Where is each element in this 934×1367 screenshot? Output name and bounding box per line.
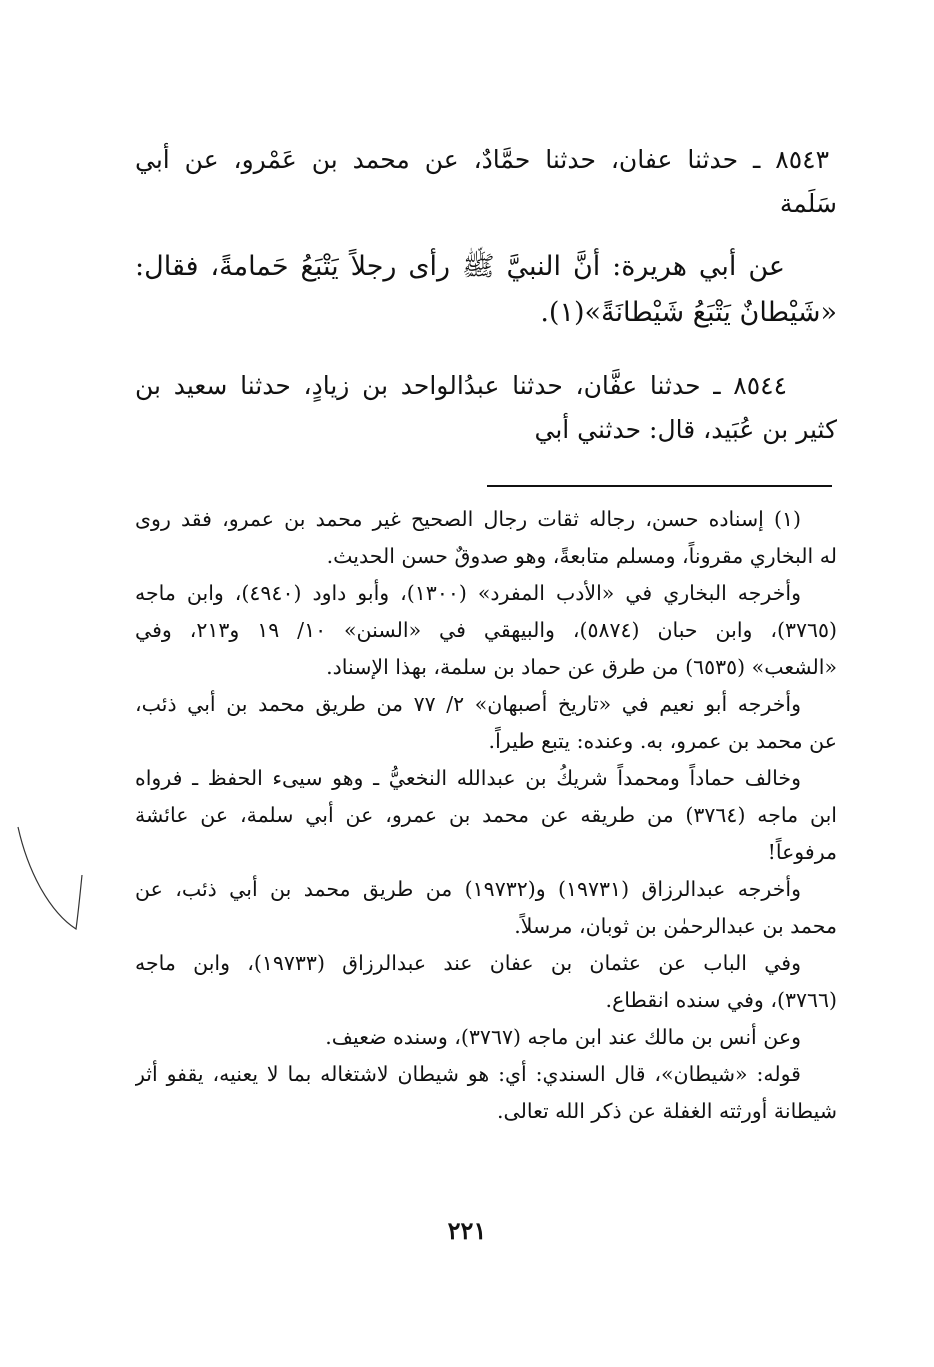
footnote-line: وعن أنس بن مالك عند ابن ماجه (٣٧٦٧)، وسنده ضعيف.: [325, 1025, 801, 1049]
footnote-line: (٣٧٦٥)، وابن حبان (٥٨٧٤)، والبيهقي في «السنن» ١٠/ ١٩ و٢١٣، وفي: [135, 618, 837, 642]
hadith-line: ٨٥٤٤ ـ حدثنا عفَّان، حدثنا عبدُالواحد بن زيادٍ، حدثنا سعيد بن: [135, 371, 787, 400]
footnote-line: شيطانة أورثته الغفلة عن ذكر الله تعالى.: [496, 1099, 837, 1123]
margin-pencil-mark: [14, 825, 84, 940]
hadith-line: سَلَمة: [779, 189, 837, 218]
footnote-separator: [487, 485, 832, 487]
footnote-line: «الشعب» (٦٥٣٥) من طرق عن حماد بن سلمة، بهذا الإسناد.: [326, 655, 837, 679]
footnote-line: وفي الباب عن عثمان بن عفان عند عبدالرزاق (١٩٧٣٣)، وابن ماجه: [135, 951, 801, 975]
footnote-line: ابن ماجه (٣٧٦٤) من طريقه عن محمد بن عمرو، عن أبي سلمة، عن عائشة: [135, 803, 837, 827]
hadith-8543-matn: [135, 244, 837, 336]
footnote-line: محمد بن عبدالرحمٰن بن ثوبان، مرسلاً.: [514, 914, 837, 938]
footnote-line: مرفوعاً!: [767, 840, 837, 864]
hadith-8544-isnad: [135, 364, 837, 452]
hadith-line: «شَيْطانٌ يَتْبَعُ شَيْطانَةً»(١).: [540, 297, 837, 328]
hadith-line: ٨٥٤٣ ـ حدثنا عفان، حدثنا حمَّادٌ، عن محمد بن عَمْرو، عن أبي: [135, 145, 829, 174]
footnote-line: وأخرجه عبدالرزاق (١٩٧٣١) و(١٩٧٣٢) من طريق محمد بن أبي ذئب، عن: [135, 877, 801, 901]
footnotes: [135, 501, 837, 1130]
footnote-line: (٣٧٦٦)، وفي سنده انقطاع.: [605, 988, 837, 1012]
footnote-line: قوله: «شيطان»، قال السندي: أي: هو شيطان لاشتغاله بما لا يعنيه، يقفو أثر: [135, 1062, 801, 1086]
hadith-8543-isnad: [135, 138, 837, 226]
footnote-line: وأخرجه البخاري في «الأدب المفرد» (١٣٠٠)، وأبو داود (٤٩٤٠)، وابن ماجه: [135, 581, 801, 605]
footnote-line: وخالف حماداً ومحمداً شريكُ بن عبدالله النخعيُّ ـ وهو سيىء الحفظ ـ فرواه: [135, 766, 801, 790]
hadith-line: عن أبي هريرة: أنَّ النبيَّ ﷺ رأى رجلاً يَتْبَعُ حَمامةً، فقال:: [135, 251, 785, 282]
page-number: ٢٢١: [447, 1216, 487, 1245]
footnote-line: له البخاري مقروناً، ومسلم متابعةً، وهو صدوقٌ حسن الحديث.: [326, 544, 837, 568]
footnote-line: (١) إسناده حسن، رجاله ثقات رجال الصحيح غير محمد بن عمرو، فقد روى: [135, 507, 801, 531]
footnote-line: وأخرجه أبو نعيم في «تاريخ أصبهان» ٢/ ٧٧ من طريق محمد بن أبي ذئب،: [135, 692, 801, 716]
footnote-line: عن محمد بن عمرو، به. وعنده: يتبع طيراً.: [488, 729, 837, 753]
hadith-line: كثير بن عُبَيد، قال: حدثني أبي: [534, 415, 837, 444]
